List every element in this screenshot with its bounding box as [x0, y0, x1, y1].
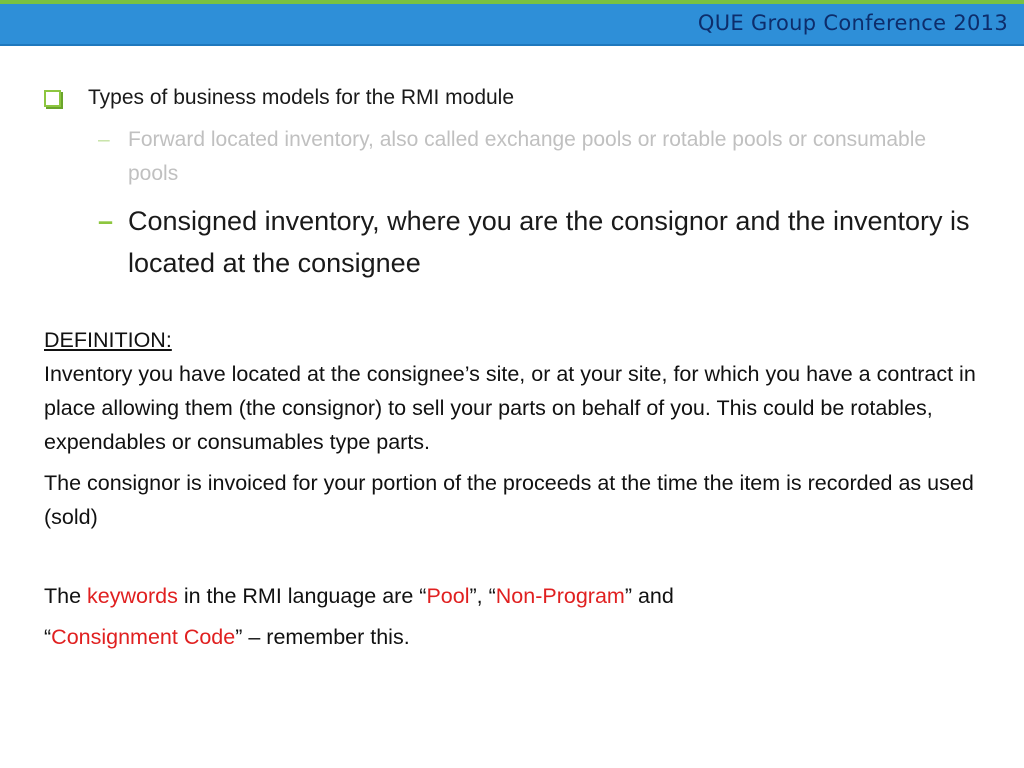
- main-bullet: [44, 86, 514, 110]
- keyword-consignment-code: Consignment Code: [51, 625, 236, 649]
- keywords-paragraph: [44, 576, 994, 658]
- definition-heading: DEFINITION:: [44, 328, 172, 352]
- checkbox-icon: [44, 90, 61, 107]
- dash-icon: –: [98, 206, 114, 236]
- keywords-text: ”, “: [469, 584, 496, 608]
- conference-title: QUE Group Conference 2013: [697, 11, 1008, 35]
- keywords-text: The: [44, 584, 88, 608]
- keywords-text: ” and: [624, 584, 674, 608]
- keywords-text: ” – remember this.: [235, 625, 410, 649]
- sub-item-consigned: [98, 200, 978, 284]
- main-bullet-text: Types of business models for the RMI module: [88, 86, 515, 109]
- keyword-non-program: Non-Program: [495, 584, 625, 608]
- definition-block: [44, 323, 994, 459]
- sub-item-forward-located: [98, 123, 978, 191]
- sub-item-text: Forward located inventory, also called exchange pools or rotable pools or consumable pools: [128, 128, 927, 185]
- header-bar: [0, 4, 1024, 46]
- definition-body: Inventory you have located at the consignee’s site, or at your site, for which you have a contract in place allowing them (the consignor) to sell your parts on behalf of you. This could be rotables, expendables or consumables type parts.: [44, 362, 976, 454]
- dash-icon: –: [98, 128, 110, 151]
- keywords-text: in the RMI language are “: [177, 584, 427, 608]
- sub-item-text: Consigned inventory, where you are the consignor and the inventory is located at the consignee: [128, 206, 970, 278]
- keyword-highlight: keywords: [87, 584, 178, 608]
- keywords-text: “: [44, 625, 52, 649]
- invoice-paragraph: The consignor is invoiced for your portion of the proceeds at the time the item is recorded as used (sold): [44, 471, 974, 529]
- keyword-pool: Pool: [426, 584, 470, 608]
